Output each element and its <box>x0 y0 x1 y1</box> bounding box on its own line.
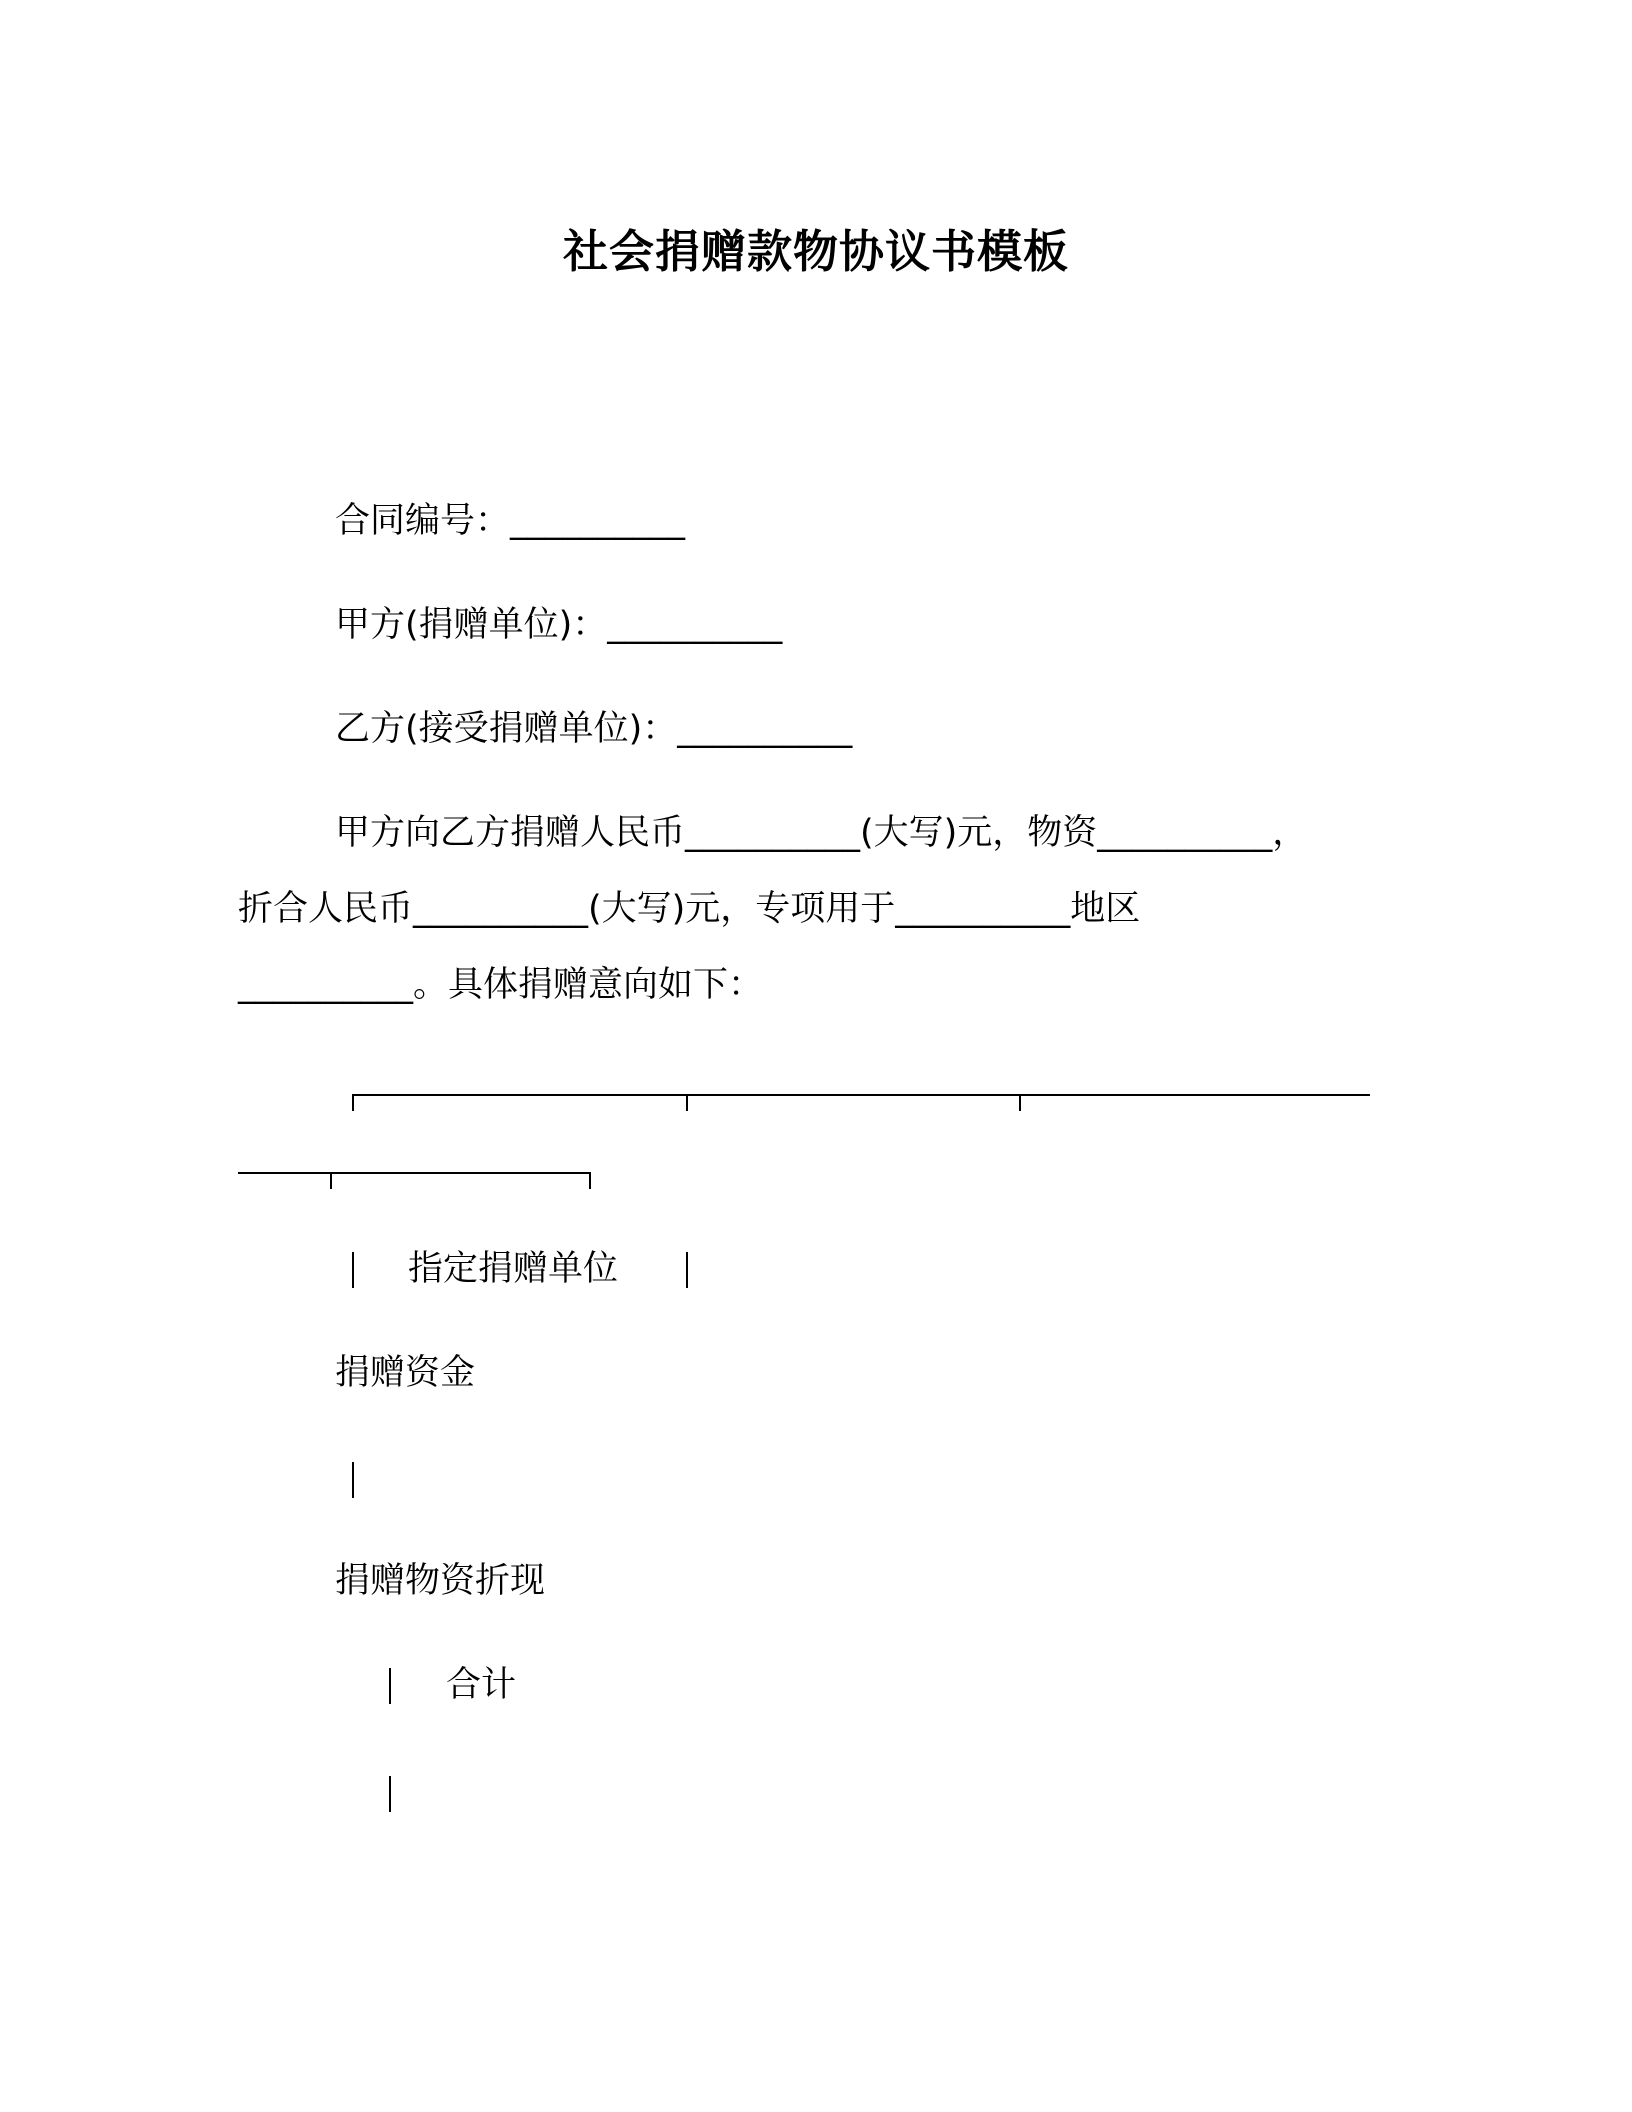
document-title: 社会捐赠款物协议书模板 <box>562 225 1069 278</box>
donation-paragraph-line-1: 甲方向乙方捐赠人民币__________(大写)元，物资__________， <box>335 813 1308 853</box>
party-b-field: 乙方(接受捐赠单位)：__________ <box>335 709 853 749</box>
table-cell-divider <box>352 1462 354 1498</box>
table-header-designated-unit: 指定捐赠单位 <box>408 1249 619 1289</box>
table-row-donated-goods-value: 捐赠物资折现 <box>335 1561 546 1601</box>
table-cell-divider <box>389 1776 391 1812</box>
donation-paragraph-line-2: 折合人民币__________(大写)元，专项用于__________地区 <box>238 889 1141 929</box>
table-row-total: 合计 <box>446 1665 517 1705</box>
party-a-field: 甲方(捐赠单位)：__________ <box>335 605 783 645</box>
table-cell-divider <box>389 1668 391 1704</box>
table-row-donation-funds: 捐赠资金 <box>335 1353 476 1393</box>
donation-paragraph-line-3: __________。具体捐赠意向如下： <box>238 965 764 1005</box>
table-cell-divider <box>686 1252 688 1288</box>
contract-number-field: 合同编号：__________ <box>335 501 686 541</box>
table-cell-divider <box>352 1252 354 1288</box>
